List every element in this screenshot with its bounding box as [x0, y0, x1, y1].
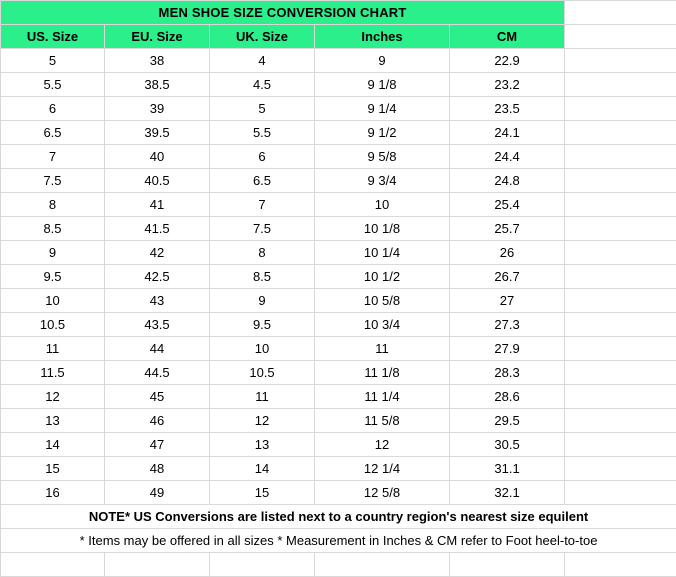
cell-r18-c0: 16 — [1, 481, 105, 505]
empty-cell — [565, 409, 676, 433]
table-row — [1, 217, 676, 241]
column-header-0: US. Size — [1, 25, 105, 49]
cell-r13-c3: 11 1/8 — [315, 361, 450, 385]
table-row — [1, 193, 676, 217]
cell-r12-c2: 10 — [210, 337, 315, 361]
empty-cell — [315, 553, 450, 577]
cell-r7-c2: 7.5 — [210, 217, 315, 241]
table-row — [1, 265, 676, 289]
cell-r6-c1: 41 — [105, 193, 210, 217]
cell-r13-c2: 10.5 — [210, 361, 315, 385]
cell-r16-c4: 30.5 — [450, 433, 565, 457]
cell-r1-c2: 4.5 — [210, 73, 315, 97]
empty-cell — [565, 121, 676, 145]
cell-r7-c3: 10 1/8 — [315, 217, 450, 241]
cell-r15-c2: 12 — [210, 409, 315, 433]
table-row — [1, 409, 676, 433]
cell-r1-c0: 5.5 — [1, 73, 105, 97]
table-row — [1, 481, 676, 505]
empty-cell — [565, 361, 676, 385]
cell-r15-c3: 11 5/8 — [315, 409, 450, 433]
cell-r3-c0: 6.5 — [1, 121, 105, 145]
cell-r11-c3: 10 3/4 — [315, 313, 450, 337]
table-row — [1, 385, 676, 409]
title-row — [1, 1, 676, 25]
cell-r14-c1: 45 — [105, 385, 210, 409]
empty-cell — [565, 1, 676, 25]
empty-cell — [565, 145, 676, 169]
cell-r16-c2: 13 — [210, 433, 315, 457]
note-row — [1, 529, 676, 553]
cell-r9-c3: 10 1/2 — [315, 265, 450, 289]
empty-cell — [565, 169, 676, 193]
note-text-0: NOTE* US Conversions are listed next to a country region's nearest size equilent — [1, 505, 676, 529]
empty-cell — [450, 553, 565, 577]
cell-r9-c2: 8.5 — [210, 265, 315, 289]
empty-cell — [565, 73, 676, 97]
cell-r10-c0: 10 — [1, 289, 105, 313]
cell-r15-c1: 46 — [105, 409, 210, 433]
table-row — [1, 169, 676, 193]
cell-r14-c4: 28.6 — [450, 385, 565, 409]
cell-r3-c1: 39.5 — [105, 121, 210, 145]
cell-r8-c2: 8 — [210, 241, 315, 265]
cell-r6-c4: 25.4 — [450, 193, 565, 217]
cell-r12-c3: 11 — [315, 337, 450, 361]
table-header-row — [1, 25, 676, 49]
empty-cell — [565, 97, 676, 121]
cell-r4-c3: 9 5/8 — [315, 145, 450, 169]
cell-r17-c2: 14 — [210, 457, 315, 481]
column-header-1: EU. Size — [105, 25, 210, 49]
cell-r10-c2: 9 — [210, 289, 315, 313]
table-row — [1, 73, 676, 97]
cell-r6-c2: 7 — [210, 193, 315, 217]
cell-r13-c0: 11.5 — [1, 361, 105, 385]
cell-r12-c0: 11 — [1, 337, 105, 361]
empty-cell — [565, 457, 676, 481]
cell-r7-c0: 8.5 — [1, 217, 105, 241]
cell-r2-c4: 23.5 — [450, 97, 565, 121]
cell-r10-c1: 43 — [105, 289, 210, 313]
cell-r14-c2: 11 — [210, 385, 315, 409]
cell-r16-c1: 47 — [105, 433, 210, 457]
table-row — [1, 313, 676, 337]
cell-r11-c0: 10.5 — [1, 313, 105, 337]
cell-r14-c0: 12 — [1, 385, 105, 409]
cell-r16-c0: 14 — [1, 433, 105, 457]
cell-r2-c3: 9 1/4 — [315, 97, 450, 121]
table-row — [1, 145, 676, 169]
empty-cell — [210, 553, 315, 577]
cell-r9-c1: 42.5 — [105, 265, 210, 289]
column-header-4: CM — [450, 25, 565, 49]
empty-cell — [565, 25, 676, 49]
empty-cell — [565, 265, 676, 289]
cell-r8-c3: 10 1/4 — [315, 241, 450, 265]
cell-r6-c0: 8 — [1, 193, 105, 217]
empty-cell — [565, 217, 676, 241]
empty-cell — [565, 433, 676, 457]
cell-r8-c4: 26 — [450, 241, 565, 265]
cell-r17-c3: 12 1/4 — [315, 457, 450, 481]
cell-r6-c3: 10 — [315, 193, 450, 217]
cell-r8-c1: 42 — [105, 241, 210, 265]
cell-r12-c4: 27.9 — [450, 337, 565, 361]
cell-r3-c2: 5.5 — [210, 121, 315, 145]
cell-r5-c1: 40.5 — [105, 169, 210, 193]
cell-r18-c3: 12 5/8 — [315, 481, 450, 505]
cell-r9-c4: 26.7 — [450, 265, 565, 289]
cell-r0-c2: 4 — [210, 49, 315, 73]
cell-r3-c4: 24.1 — [450, 121, 565, 145]
page-title: MEN SHOE SIZE CONVERSION CHART — [1, 1, 565, 25]
empty-cell — [565, 313, 676, 337]
cell-r7-c4: 25.7 — [450, 217, 565, 241]
table-row — [1, 241, 676, 265]
cell-r18-c4: 32.1 — [450, 481, 565, 505]
empty-cell — [1, 553, 105, 577]
cell-r15-c0: 13 — [1, 409, 105, 433]
cell-r3-c3: 9 1/2 — [315, 121, 450, 145]
cell-r8-c0: 9 — [1, 241, 105, 265]
table-row — [1, 121, 676, 145]
cell-r10-c3: 10 5/8 — [315, 289, 450, 313]
cell-r13-c4: 28.3 — [450, 361, 565, 385]
cell-r9-c0: 9.5 — [1, 265, 105, 289]
empty-cell — [565, 385, 676, 409]
cell-r2-c2: 5 — [210, 97, 315, 121]
cell-r13-c1: 44.5 — [105, 361, 210, 385]
note-row — [1, 505, 676, 529]
column-header-2: UK. Size — [210, 25, 315, 49]
cell-r17-c4: 31.1 — [450, 457, 565, 481]
cell-r1-c3: 9 1/8 — [315, 73, 450, 97]
empty-cell — [565, 337, 676, 361]
table-row — [1, 289, 676, 313]
cell-r2-c0: 6 — [1, 97, 105, 121]
table-row — [1, 433, 676, 457]
cell-r10-c4: 27 — [450, 289, 565, 313]
empty-cell — [565, 49, 676, 73]
empty-cell — [565, 481, 676, 505]
cell-r18-c1: 49 — [105, 481, 210, 505]
cell-r4-c2: 6 — [210, 145, 315, 169]
cell-r0-c0: 5 — [1, 49, 105, 73]
table-row — [1, 457, 676, 481]
cell-r5-c2: 6.5 — [210, 169, 315, 193]
cell-r16-c3: 12 — [315, 433, 450, 457]
cell-r12-c1: 44 — [105, 337, 210, 361]
cell-r0-c1: 38 — [105, 49, 210, 73]
table-row — [1, 97, 676, 121]
cell-r7-c1: 41.5 — [105, 217, 210, 241]
cell-r0-c3: 9 — [315, 49, 450, 73]
table-row — [1, 361, 676, 385]
empty-cell — [565, 193, 676, 217]
table-row — [1, 49, 676, 73]
cell-r18-c2: 15 — [210, 481, 315, 505]
cell-r5-c3: 9 3/4 — [315, 169, 450, 193]
cell-r4-c4: 24.4 — [450, 145, 565, 169]
empty-cell — [565, 553, 676, 577]
cell-r1-c1: 38.5 — [105, 73, 210, 97]
cell-r5-c4: 24.8 — [450, 169, 565, 193]
note-text-1: * Items may be offered in all sizes * Measurement in Inches & CM refer to Foot heel-to-toe — [1, 529, 676, 553]
cell-r17-c1: 48 — [105, 457, 210, 481]
cell-r2-c1: 39 — [105, 97, 210, 121]
cell-r11-c1: 43.5 — [105, 313, 210, 337]
cell-r1-c4: 23.2 — [450, 73, 565, 97]
cell-r5-c0: 7.5 — [1, 169, 105, 193]
cell-r11-c2: 9.5 — [210, 313, 315, 337]
empty-cell — [565, 289, 676, 313]
cell-r0-c4: 22.9 — [450, 49, 565, 73]
table-row — [1, 337, 676, 361]
cell-r11-c4: 27.3 — [450, 313, 565, 337]
cell-r14-c3: 11 1/4 — [315, 385, 450, 409]
cell-r4-c0: 7 — [1, 145, 105, 169]
cell-r4-c1: 40 — [105, 145, 210, 169]
trailing-row — [1, 553, 676, 577]
cell-r17-c0: 15 — [1, 457, 105, 481]
empty-cell — [105, 553, 210, 577]
cell-r15-c4: 29.5 — [450, 409, 565, 433]
column-header-3: Inches — [315, 25, 450, 49]
empty-cell — [565, 241, 676, 265]
